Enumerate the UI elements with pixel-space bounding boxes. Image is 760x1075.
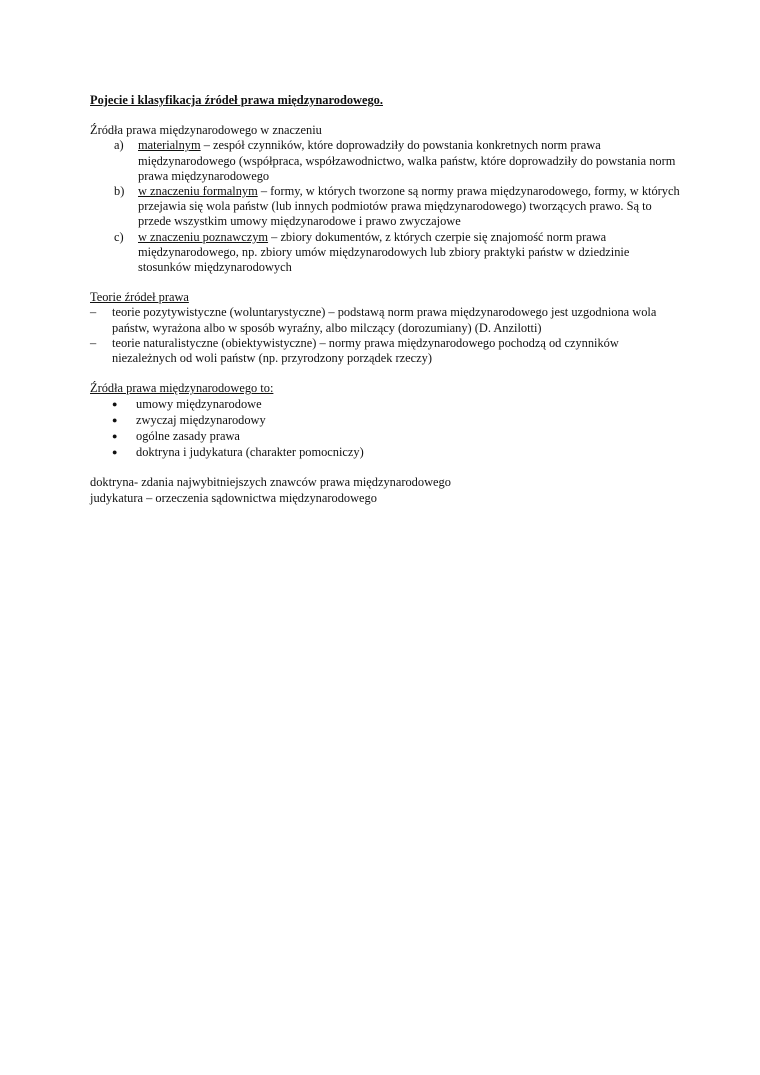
sources-meaning-section xyxy=(90,123,680,275)
list-item xyxy=(90,184,680,230)
sources-list-section xyxy=(90,381,680,460)
term-formal: w znaczeniu formalnym xyxy=(138,184,258,199)
dash-marker: – xyxy=(90,305,97,320)
list-marker: b) xyxy=(114,184,125,199)
list-item xyxy=(90,396,680,412)
list-item xyxy=(90,444,680,460)
list-item xyxy=(90,230,680,276)
list-item xyxy=(90,305,680,335)
sources-meaning-intro: Źródła prawa międzynarodowego w znaczeniu xyxy=(90,123,322,138)
theories-section xyxy=(90,290,680,366)
list-marker: c) xyxy=(114,229,124,244)
list-item xyxy=(90,428,680,444)
list-marker: a) xyxy=(114,138,124,153)
list-item xyxy=(90,412,680,428)
term-material-definition: – zespół czynników, które doprowadziły do powstania konkretnych norm prawa międzynarodowego (współpraca, współzawodnictwo, walka państw, które doprowadziły do powstania norm prawa międzynarodowego xyxy=(138,138,676,183)
list-item xyxy=(90,138,680,184)
bullet-marker: ● xyxy=(112,399,118,410)
term-formal-definition: – formy, w których tworzone są normy prawa międzynarodowego, formy, w których przejawia się wola państw (lub innych podmiotów prawa międzynarodowego) tworzących prawo. Są to przede wszystkim umowy międzynarodowe i prawo zwyczajowe xyxy=(138,184,680,229)
source-treaties: umowy międzynarodowe xyxy=(136,397,262,412)
bullet-marker: ● xyxy=(112,447,118,458)
source-doctrine-judicature: doktryna i judykatura (charakter pomocniczy) xyxy=(136,445,364,460)
definitions-section xyxy=(90,475,680,505)
definition-judicature: judykatura – orzeczenia sądownictwa międzynarodowego xyxy=(90,490,377,505)
term-cognitive-definition: – zbiory dokumentów, z których czerpie się znajomość norm prawa międzynarodowego, np. zbiory umów międzynarodowych lub zbiory praktyki państw w dziedzinie stosunków międzynarodowych xyxy=(138,229,630,275)
dash-marker: – xyxy=(90,335,97,350)
sources-bullet-list xyxy=(90,396,680,460)
theories-heading: Teorie źródeł prawa xyxy=(90,290,189,305)
term-material: materialnym xyxy=(138,138,201,153)
list-item xyxy=(90,336,680,366)
sources-meaning-list xyxy=(90,138,680,275)
definition-doctrine: doktryna- zdania najwybitniejszych znawców prawa międzynarodowego xyxy=(90,475,451,490)
theory-naturalist: teorie naturalistyczne (obiektywistyczne) – normy prawa międzynarodowego pochodzą od czynników niezależnych od woli państw (np. przyrodzony porządek rzeczy) xyxy=(112,335,619,366)
bullet-marker: ● xyxy=(112,415,118,426)
source-custom: zwyczaj międzynarodowy xyxy=(136,413,266,428)
source-general-principles: ogólne zasady prawa xyxy=(136,429,240,444)
theories-list xyxy=(90,305,680,366)
document-title: Pojecie i klasyfikacja źródeł prawa międzynarodowego. xyxy=(90,93,383,107)
bullet-marker: ● xyxy=(112,431,118,442)
sources-list-heading: Źródła prawa międzynarodowego to: xyxy=(90,381,274,396)
term-cognitive: w znaczeniu poznawczym xyxy=(138,229,269,244)
document-content xyxy=(90,93,680,506)
theory-positivist: teorie pozytywistyczne (woluntarystyczne) – podstawą norm prawa międzynarodowego jest uzgodniona wola państw, wyrażona albo w sposób wyraźny, albo milczący (dorozumiany) (D. Anzilotti) xyxy=(112,305,657,335)
